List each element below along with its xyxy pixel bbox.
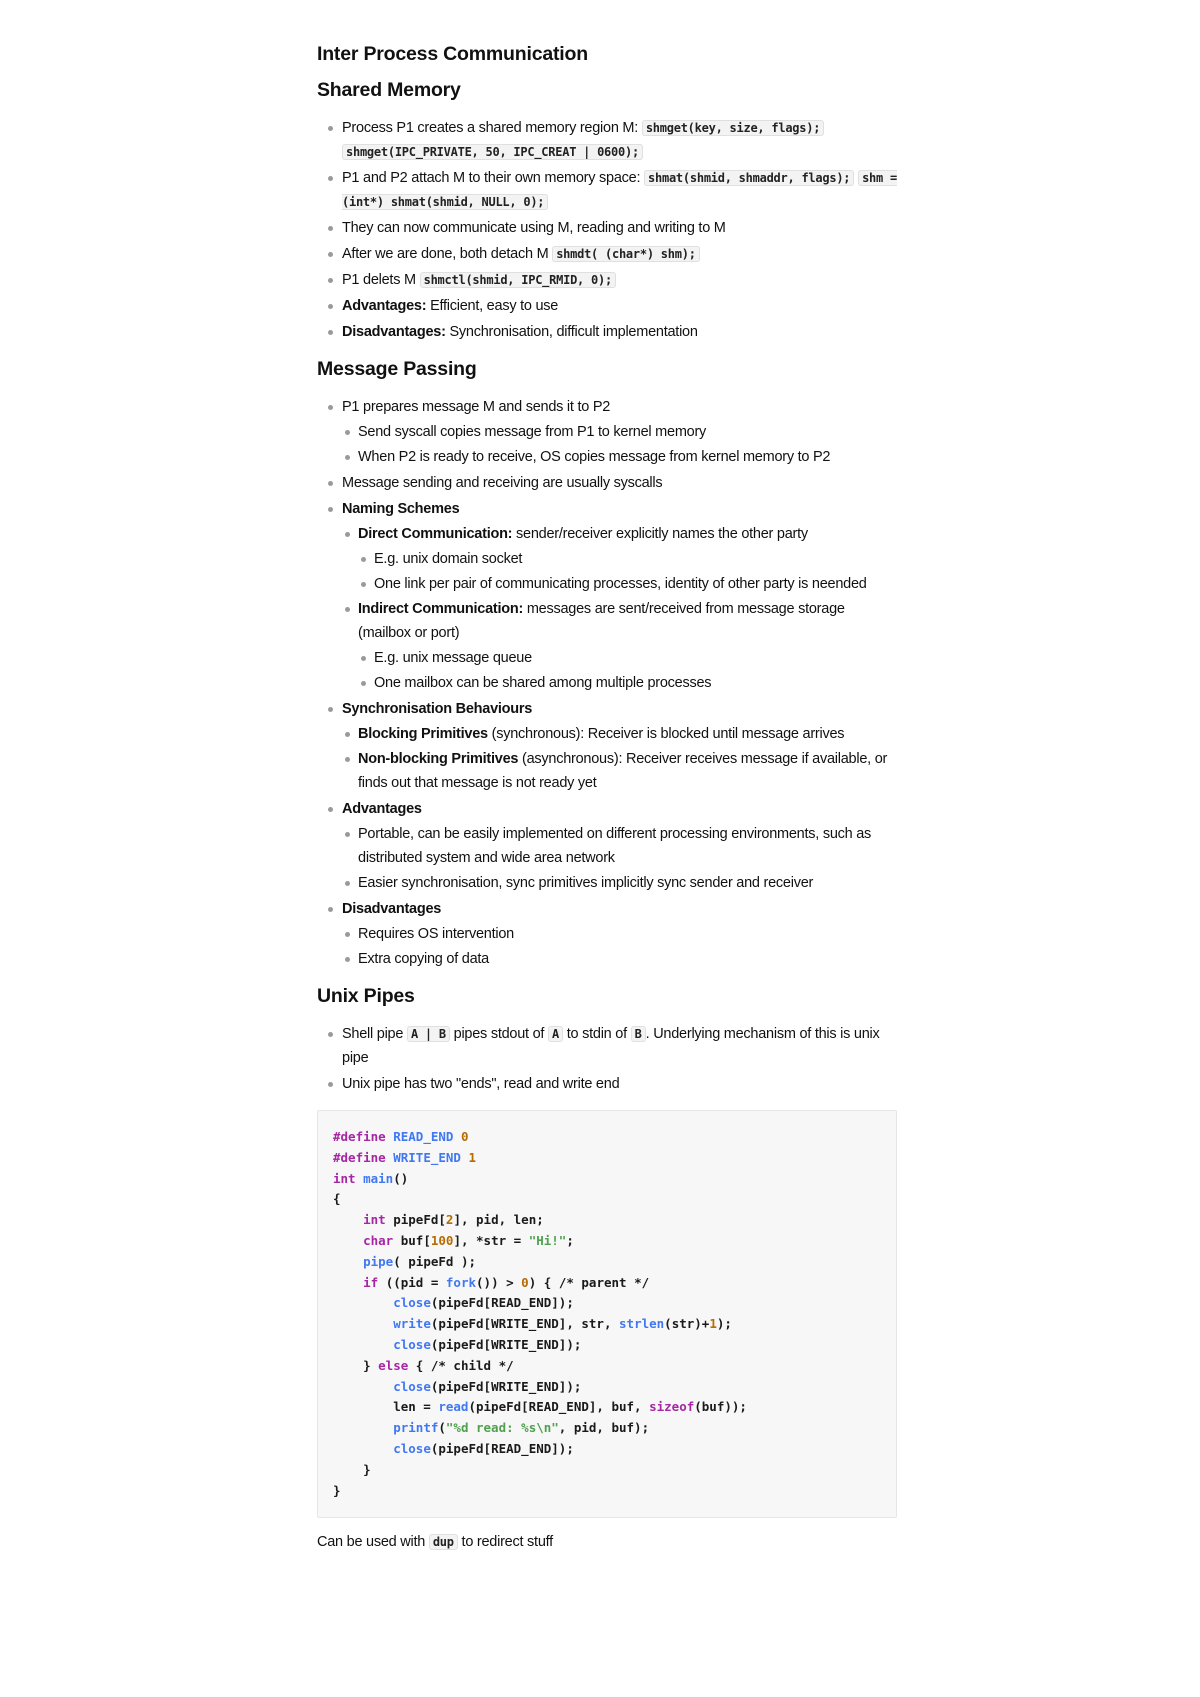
code-token: int bbox=[363, 1212, 394, 1228]
list-item bbox=[317, 242, 897, 266]
sub-list-item: Easier synchronisation, sync primitives implicitly sync sender and receiver bbox=[342, 871, 897, 895]
code-token: ) { bbox=[528, 1274, 559, 1290]
code-line bbox=[333, 1399, 747, 1414]
code-token: 0 bbox=[521, 1274, 529, 1290]
code-token bbox=[333, 1337, 393, 1352]
inline-code: shmget(IPC_PRIVATE, 50, IPC_CREAT | 0600); bbox=[342, 144, 643, 160]
code-token: } bbox=[333, 1461, 371, 1477]
list-item bbox=[317, 797, 897, 895]
code-token bbox=[333, 1233, 363, 1248]
sub-list-item: Send syscall copies message from P1 to kernel memory bbox=[342, 420, 897, 444]
code-token: close bbox=[393, 1295, 431, 1311]
bold-label: Naming Schemes bbox=[342, 501, 460, 517]
list-item bbox=[317, 395, 897, 469]
code-token: WRITE_END bbox=[393, 1149, 469, 1165]
sub-list-item bbox=[342, 722, 897, 746]
list-item bbox=[317, 697, 897, 795]
code-line bbox=[333, 1275, 649, 1290]
inline-code: shm = (int*) shmat(shmid, NULL, 0); bbox=[342, 171, 897, 209]
code-line bbox=[333, 1379, 581, 1394]
sub-list-item: Requires OS intervention bbox=[342, 922, 897, 946]
code-line bbox=[333, 1337, 581, 1352]
code-token: (pipeFd[READ_END]); bbox=[430, 1440, 574, 1456]
code-line bbox=[333, 1483, 341, 1498]
sub-list-item bbox=[342, 597, 897, 695]
code-token: close bbox=[393, 1378, 431, 1394]
code-line bbox=[333, 1420, 649, 1435]
code-token: fork bbox=[445, 1274, 477, 1290]
sub-list bbox=[342, 922, 897, 971]
code-token: { bbox=[415, 1357, 431, 1373]
code-token: 2 bbox=[445, 1212, 454, 1228]
code-token: write bbox=[393, 1316, 431, 1332]
message-passing-list bbox=[317, 395, 897, 971]
inline-code: shmat(shmid, shmaddr, flags); bbox=[644, 170, 854, 186]
list-item bbox=[317, 497, 897, 695]
inline-code: shmget(key, size, flags); bbox=[642, 120, 824, 136]
code-token: /* child */ bbox=[430, 1357, 514, 1373]
code-token: #define bbox=[333, 1149, 394, 1165]
sub-list-item: Extra copying of data bbox=[342, 947, 897, 971]
bold-label: Advantages: bbox=[342, 298, 427, 314]
code-token: read bbox=[438, 1399, 469, 1415]
code-token: ((pid = bbox=[385, 1274, 446, 1290]
document bbox=[317, 38, 897, 1554]
inline-code: shmdt( (char*) shm); bbox=[552, 246, 700, 262]
sub-list-item: When P2 is ready to receive, OS copies message from kernel memory to P2 bbox=[342, 445, 897, 469]
code-token: "Hi!" bbox=[528, 1232, 567, 1248]
list-item bbox=[317, 320, 897, 344]
list-item-text: pipes stdout of bbox=[453, 1026, 545, 1042]
list-item-text: P1 and P2 attach M to their own memory space: bbox=[342, 170, 641, 186]
code-line bbox=[333, 1212, 544, 1227]
list-item-text: (asynchronous): Receiver receives message if available, or finds out that message is not ready yet bbox=[358, 751, 888, 791]
code-token: (pipeFd[WRITE_END], str, bbox=[430, 1316, 620, 1332]
list-item-text: messages are sent/received from message storage (mailbox or port) bbox=[358, 601, 845, 641]
code-token: } bbox=[333, 1357, 379, 1373]
code-token bbox=[333, 1379, 393, 1394]
footer-text-part: to redirect stuff bbox=[461, 1534, 553, 1551]
list-item-text: Synchronisation, difficult implementation bbox=[449, 324, 698, 340]
list-item bbox=[317, 216, 897, 240]
code-block bbox=[317, 1110, 897, 1518]
list-item-text: . Underlying mechanism of this is unix pipe bbox=[342, 1026, 880, 1066]
sub-list-item: Portable, can be easily implemented on different processing environments, such as distributed system and wide area network bbox=[342, 822, 897, 870]
unix-pipes-section bbox=[317, 985, 897, 1518]
sub-sub-list bbox=[358, 547, 897, 596]
code-token: 100 bbox=[430, 1232, 454, 1248]
code-token: 1 bbox=[709, 1316, 717, 1332]
code-token: 1 bbox=[468, 1149, 477, 1165]
list-item bbox=[317, 1072, 897, 1096]
list-item-text: Process P1 creates a shared memory region M: bbox=[342, 120, 639, 136]
code-token: if bbox=[363, 1274, 386, 1290]
code-token: ], pid, len; bbox=[453, 1212, 544, 1228]
code-token: () bbox=[393, 1170, 409, 1186]
list-item-text: P1 prepares message M and sends it to P2 bbox=[342, 399, 611, 415]
code-token: (pipeFd[READ_END], buf, bbox=[468, 1399, 650, 1415]
list-item bbox=[317, 1022, 897, 1070]
code-token: (pipeFd[WRITE_END]); bbox=[430, 1378, 582, 1394]
footer-text-part: Can be used with bbox=[317, 1534, 426, 1551]
code-line bbox=[333, 1254, 476, 1269]
code-line bbox=[333, 1129, 468, 1144]
code-token: (buf)); bbox=[694, 1399, 747, 1415]
code-token: pipe bbox=[363, 1253, 394, 1269]
message-passing-section bbox=[317, 358, 897, 971]
bold-label: Synchronisation Behaviours bbox=[342, 701, 533, 717]
code-token: strlen bbox=[619, 1316, 665, 1332]
code-token: { bbox=[333, 1191, 341, 1207]
code-token: int bbox=[333, 1170, 364, 1186]
code-token: ( pipeFd ); bbox=[393, 1253, 477, 1269]
code-line bbox=[333, 1441, 574, 1456]
list-item-text: (synchronous): Receiver is blocked until message arrives bbox=[491, 726, 845, 742]
code-token: main bbox=[363, 1170, 394, 1186]
sub-sub-list-item: One mailbox can be shared among multiple processes bbox=[358, 671, 897, 695]
code-line bbox=[333, 1171, 408, 1186]
sub-sub-list-item: One link per pair of communicating processes, identity of other party is neended bbox=[358, 572, 897, 596]
code-line bbox=[333, 1358, 514, 1373]
bold-label: Indirect Communication: bbox=[358, 601, 524, 617]
shared-memory-list bbox=[317, 116, 897, 344]
code-token bbox=[333, 1316, 393, 1331]
code-token: printf bbox=[393, 1420, 439, 1436]
code-token: #define bbox=[333, 1129, 394, 1144]
list-item-text: Message sending and receiving are usually syscalls bbox=[342, 475, 663, 491]
bold-label: Disadvantages bbox=[342, 901, 442, 917]
list-item bbox=[317, 471, 897, 495]
code-token: ( bbox=[438, 1420, 446, 1436]
code-token: len = bbox=[333, 1399, 439, 1415]
bold-label: Advantages bbox=[342, 801, 422, 817]
sub-sub-list-item: E.g. unix domain socket bbox=[358, 547, 897, 571]
code-token: (pipeFd[READ_END]); bbox=[430, 1295, 574, 1311]
code-token bbox=[333, 1212, 363, 1227]
shared-memory-section bbox=[317, 79, 897, 344]
code-token bbox=[333, 1441, 393, 1456]
bold-label: Disadvantages: bbox=[342, 324, 446, 340]
sub-sub-list-item: E.g. unix message queue bbox=[358, 646, 897, 670]
code-token: pipeFd[ bbox=[393, 1212, 446, 1228]
list-item-text: Efficient, easy to use bbox=[430, 298, 559, 314]
code-token bbox=[333, 1295, 393, 1310]
list-item-text: P1 delets M bbox=[342, 272, 416, 288]
code-token: ; bbox=[566, 1232, 574, 1248]
code-token: "%d read: %s\n" bbox=[445, 1420, 559, 1436]
bold-label: Blocking Primitives bbox=[358, 726, 488, 742]
message-passing-heading: Message Passing bbox=[317, 358, 477, 380]
code-token bbox=[333, 1420, 393, 1435]
code-token: } bbox=[333, 1482, 341, 1498]
code-line bbox=[333, 1316, 732, 1331]
code-token: /* parent */ bbox=[558, 1274, 650, 1290]
code-token: ); bbox=[716, 1316, 732, 1332]
code-token: , pid, buf); bbox=[558, 1420, 650, 1436]
code-line bbox=[333, 1191, 341, 1206]
code-token bbox=[333, 1254, 363, 1269]
shared-memory-heading: Shared Memory bbox=[317, 79, 461, 101]
inline-code: shmctl(shmid, IPC_RMID, 0); bbox=[420, 272, 616, 288]
code-token: char bbox=[363, 1232, 401, 1248]
sub-sub-list bbox=[358, 646, 897, 695]
code-line bbox=[333, 1462, 371, 1477]
list-item bbox=[317, 294, 897, 318]
code-line bbox=[333, 1150, 476, 1165]
code-token: (str)+ bbox=[664, 1316, 710, 1332]
sub-list bbox=[342, 822, 897, 895]
list-item-text: Unix pipe has two "ends", read and write end bbox=[342, 1076, 620, 1092]
code-token: READ_END bbox=[393, 1129, 461, 1144]
list-item-text: sender/receiver explicitly names the other party bbox=[516, 526, 808, 542]
bold-label: Direct Communication: bbox=[358, 526, 513, 542]
list-item-text: Shell pipe bbox=[342, 1026, 404, 1042]
list-item bbox=[317, 897, 897, 971]
code-token: buf[ bbox=[400, 1232, 431, 1248]
list-item bbox=[317, 116, 897, 164]
sub-list-item bbox=[342, 747, 897, 795]
sub-list-item bbox=[342, 522, 897, 596]
list-item-text: They can now communicate using M, reading and writing to M bbox=[342, 220, 726, 236]
code-token: ], *str = bbox=[453, 1232, 529, 1248]
sub-list bbox=[342, 522, 897, 695]
inline-code: B bbox=[631, 1026, 646, 1042]
code-token: close bbox=[393, 1440, 431, 1456]
bold-label: Non-blocking Primitives bbox=[358, 751, 519, 767]
unix-pipes-heading: Unix Pipes bbox=[317, 985, 415, 1007]
code-token: else bbox=[378, 1357, 416, 1373]
sub-list bbox=[342, 722, 897, 795]
code-line bbox=[333, 1295, 574, 1310]
footer-text bbox=[317, 1530, 897, 1554]
code-token: close bbox=[393, 1336, 431, 1352]
inline-code: dup bbox=[429, 1534, 458, 1550]
inline-code: A | B bbox=[407, 1026, 450, 1042]
list-item-text: After we are done, both detach M bbox=[342, 246, 549, 262]
code-token bbox=[333, 1275, 363, 1290]
code-token: ()) > bbox=[476, 1274, 522, 1290]
page-title: Inter Process Communication bbox=[317, 43, 588, 65]
list-item-text: to stdin of bbox=[566, 1026, 627, 1042]
list-item bbox=[317, 166, 897, 214]
code-line bbox=[333, 1233, 574, 1248]
inline-code: A bbox=[548, 1026, 563, 1042]
code-token: (pipeFd[WRITE_END]); bbox=[430, 1336, 582, 1352]
list-item bbox=[317, 268, 897, 292]
code-token: 0 bbox=[460, 1129, 469, 1144]
sub-list bbox=[342, 420, 897, 469]
unix-pipes-list bbox=[317, 1022, 897, 1096]
code-token: sizeof bbox=[649, 1399, 695, 1415]
